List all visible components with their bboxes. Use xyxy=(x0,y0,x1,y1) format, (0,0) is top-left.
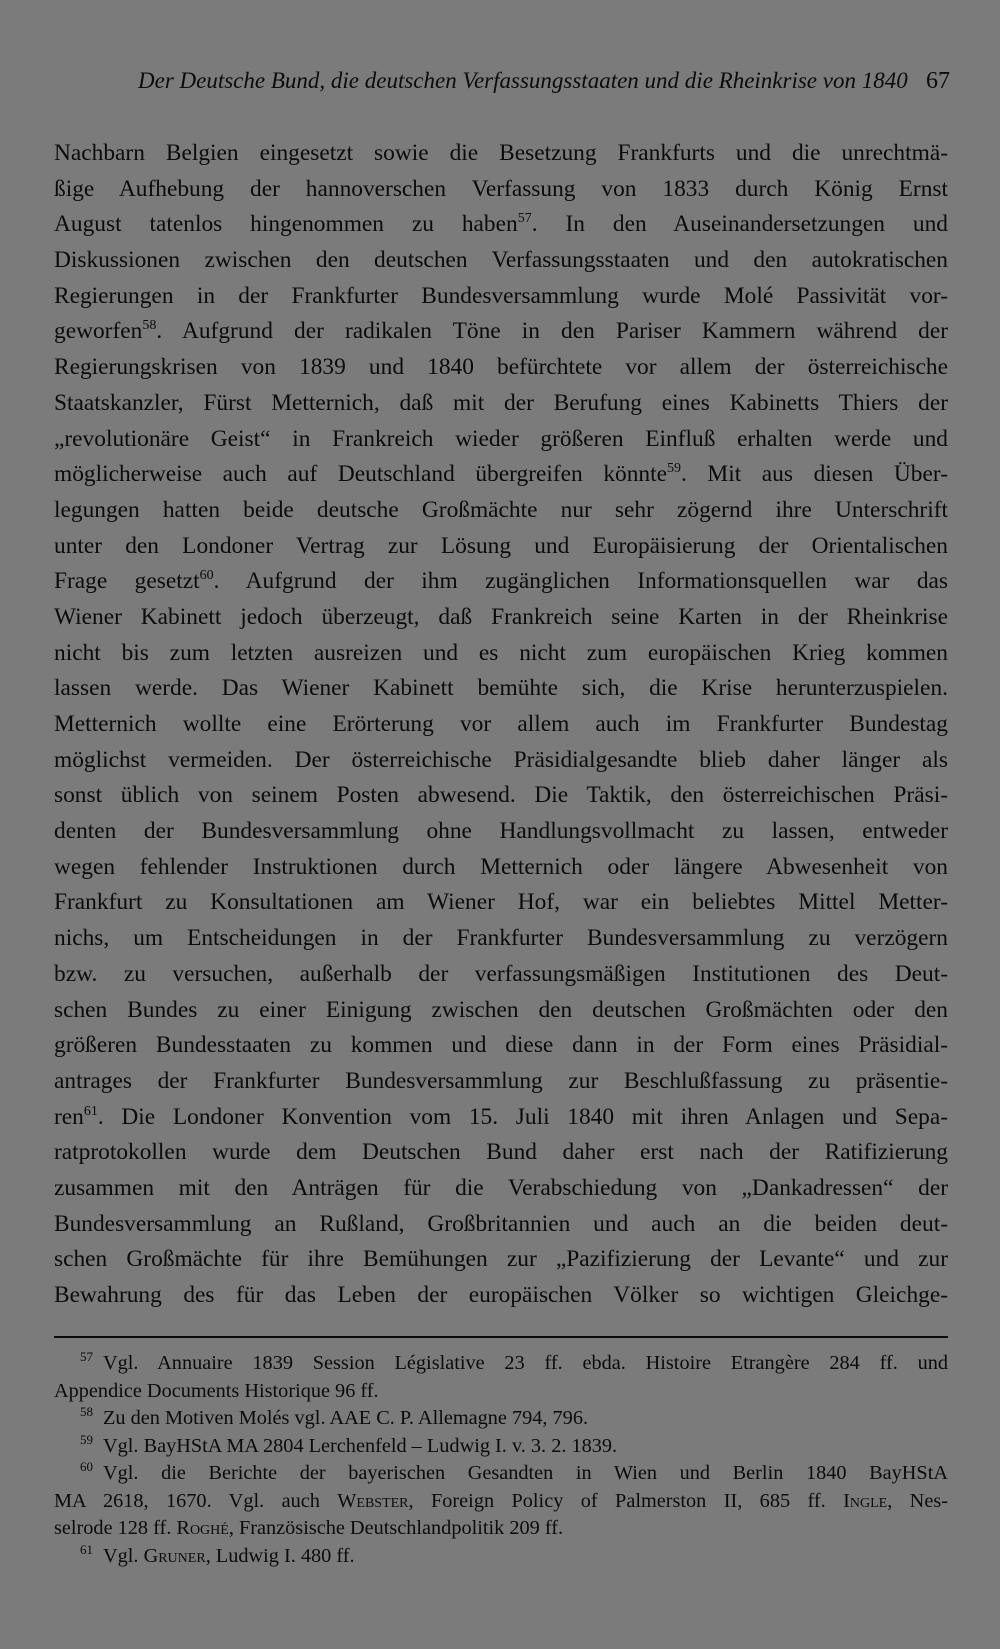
body-line: Regierungen in der Frankfurter Bundesversammlung wurde Molé Passivität vor- xyxy=(54,282,948,309)
footnote-57: $^{57}$ Vgl. Annuaire 1839 Session Législative 23 ff. ebda. Histoire Etrangère 284 ff. und xyxy=(80,1349,948,1374)
body-line: Frage gesetzt$^{60}$. Aufgrund der ihm zugänglichen Informationsquellen war das xyxy=(54,568,949,595)
body-line: sonst üblich von seinem Posten abwesend. Die Taktik, den österreichischen Präsi- xyxy=(54,782,948,809)
footnote-ref-61[interactable]: 61 xyxy=(83,1103,98,1119)
footnote-58: $^{58}$ Zu den Motiven Molés vgl. AAE C. P. Allemagne 794, 796. xyxy=(80,1404,589,1429)
body-line: nichs, um Entscheidungen in der Frankfurter Bundesversammlung zu verzögern xyxy=(54,925,948,952)
body-line: schen Bundes zu einer Einigung zwischen den deutschen Großmächten oder den xyxy=(54,996,948,1023)
body-line: größeren Bundesstaaten zu kommen und diese dann in der Form eines Präsidial- xyxy=(54,1032,948,1059)
running-header xyxy=(138,64,950,104)
footnote-ref-59[interactable]: 59 xyxy=(666,461,681,477)
body-line: Metternich wollte eine Erörterung vor allem auch im Frankfurter Bundestag xyxy=(54,711,948,737)
footnote-60-cont: MA 2618, 1670. Vgl. auch Webster, Foreign Policy of Palmerston II, 685 ff. Ingle, Nes- xyxy=(54,1489,948,1512)
running-title: Der Deutsche Bund, die deutschen Verfassungsstaaten und die Rheinkrise von 1840 xyxy=(138,68,908,93)
body-line: schen Großmächte für ihre Bemühungen zur „Pazifizierung der Levante“ und zur xyxy=(54,1246,948,1273)
footnote-separator xyxy=(54,1336,948,1338)
body-line: bzw. zu versuchen, außerhalb der verfassungsmäßigen Institutionen des Deut- xyxy=(54,960,948,987)
body-line: ratprotokollen wurde dem Deutschen Bund daher erst nach der Ratifizierung xyxy=(54,1139,948,1166)
footnote-60-cont2: selrode 128 ff. Roghé, Französische Deutschlandpolitik 209 ff. xyxy=(54,1517,564,1539)
footnote-ref-57[interactable]: 57 xyxy=(517,211,532,227)
footnote-59: $^{59}$ Vgl. BayHStA MA 2804 Lerchenfeld – Ludwig I. v. 3. 2. 1839. xyxy=(80,1431,618,1457)
body-line: möglichst vermeiden. Der österreichische Präsidialgesandte blieb daher länger als xyxy=(54,746,948,773)
body-line: Frankfurt zu Konsultationen am Wiener Hof, war ein beliebtes Mittel Metter- xyxy=(54,889,948,916)
body-line: zusammen mit den Anträgen für die Verabschiedung von „Dankadressen“ der xyxy=(54,1174,948,1201)
body-line: Bundesversammlung an Rußland, Großbritannien und auch an die beiden deut- xyxy=(54,1210,948,1237)
footnotes xyxy=(54,1350,948,1570)
body-line: Wiener Kabinett jedoch überzeugt, daß Frankreich seine Karten in der Rheinkrise xyxy=(54,603,948,630)
body-line: nicht bis zum letzten ausreizen und es nicht zum europäischen Krieg kommen xyxy=(54,639,948,666)
body-line: denten der Bundesversammlung ohne Handlungsvollmacht zu lassen, entweder xyxy=(54,818,948,845)
page-number: 67 xyxy=(926,68,950,94)
footnote-57-cont: Appendice Documents Historique 96 ff. xyxy=(54,1379,379,1402)
footnote-61: $^{61}$ Vgl. Gruner, Ludwig I. 480 ff. xyxy=(80,1541,355,1567)
body-line: August tatenlos hingenommen zu haben$^{57}$. In den Auseinandersetzungen und xyxy=(54,211,948,238)
body-line: Bewahrung des für das Leben der europäischen Völker so wichtigen Gleichge- xyxy=(54,1282,948,1308)
body-line: unter den Londoner Vertrag zur Lösung und Europäisierung der Orientalischen xyxy=(54,532,948,559)
body-line: ßige Aufhebung der hannoverschen Verfassung von 1833 durch König Ernst xyxy=(54,175,948,202)
footnote-ref-60[interactable]: 60 xyxy=(199,568,214,584)
body-line: Nachbarn Belgien eingesetzt sowie die Besetzung Frankfurts und die unrechtmä- xyxy=(54,140,948,166)
body-line: möglicherweise auch auf Deutschland übergreifen könnte$^{59}$. Mit aus diesen Über- xyxy=(54,461,948,488)
body-line: lassen werde. Das Wiener Kabinett bemühte sich, die Krise herunterzuspielen. xyxy=(54,675,948,702)
footnote-ref-58[interactable]: 58 xyxy=(142,318,157,334)
body-text xyxy=(54,136,948,1314)
body-line: ren$^{61}$. Die Londoner Konvention vom 15. Juli 1840 mit ihren Anlagen und Sepa- xyxy=(54,1103,948,1130)
body-line: legungen hatten beide deutsche Großmächte nur sehr zögernd ihre Unterschrift xyxy=(54,496,948,523)
body-line: Staatskanzler, Fürst Metternich, daß mit der Berufung eines Kabinetts Thiers der xyxy=(54,389,948,416)
body-line: antrages der Frankfurter Bundesversammlung zur Beschlußfassung zu präsentie- xyxy=(54,1067,948,1094)
body-line: geworfen$^{58}$. Aufgrund der radikalen Töne in den Pariser Kammern während der xyxy=(54,318,948,345)
body-line: Diskussionen zwischen den deutschen Verfassungsstaaten und den autokratischen xyxy=(54,247,948,274)
footnote-60: $^{60}$ Vgl. die Berichte der bayerischen Gesandten in Wien und Berlin 1840 BayHStA xyxy=(80,1459,948,1484)
body-line: „revolutionäre Geist“ in Frankreich wieder größeren Einfluß erhalten werde und xyxy=(54,425,948,452)
body-line: Regierungskrisen von 1839 und 1840 befürchtete vor allem der österreichische xyxy=(54,354,948,381)
body-line: wegen fehlender Instruktionen durch Metternich oder längere Abwesenheit von xyxy=(54,853,948,880)
